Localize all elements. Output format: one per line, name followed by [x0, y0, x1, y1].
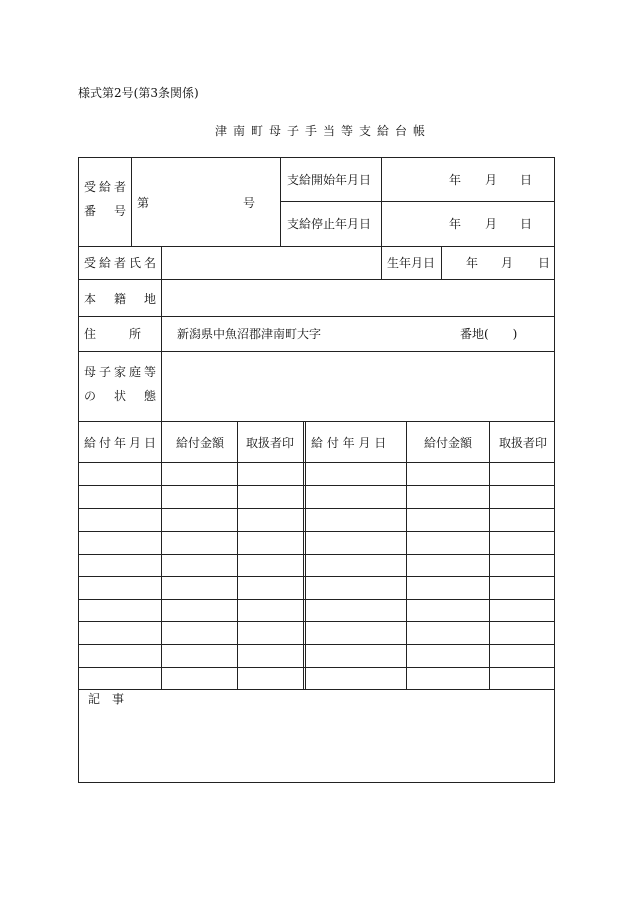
payment-stop-year: 年: [449, 217, 462, 231]
payment-stop-label: 支給停止年月日: [287, 217, 372, 231]
row-divider: [78, 246, 555, 247]
row-divider: [78, 279, 555, 280]
table-row: [78, 508, 555, 509]
table-row: [78, 644, 555, 645]
table-row: [78, 531, 555, 532]
address-banchi: 番地( ): [460, 327, 518, 341]
row-divider: [280, 201, 555, 202]
notes-label: 記 事: [88, 692, 125, 706]
table-row: [78, 621, 555, 622]
payment-stop-month: 月: [485, 217, 498, 231]
col-divider: [406, 421, 407, 689]
table-row: [78, 576, 555, 577]
col-divider: [131, 157, 132, 246]
table-header-cell: 取扱者印: [246, 436, 295, 450]
table-row: [78, 554, 555, 555]
col-divider: [381, 246, 382, 279]
birth-date-day: 日: [538, 256, 551, 270]
family-status-label: の 状 態: [84, 389, 160, 403]
table-header-cell: 給付金額: [176, 436, 225, 450]
row-divider: [78, 351, 555, 352]
payment-start-month: 月: [485, 173, 498, 187]
col-divider: [161, 246, 162, 422]
address-value: 新潟県中魚沼郡津南町大字: [177, 327, 322, 341]
col-divider: [441, 246, 442, 279]
payment-start-label: 支給開始年月日: [287, 173, 372, 187]
table-header-cell: 給付金額: [424, 436, 473, 450]
payment-start-day: 日: [520, 173, 533, 187]
birth-date-year: 年: [466, 256, 479, 270]
recipient-number-go: 号: [243, 196, 256, 210]
col-divider: [305, 421, 306, 689]
form-number: 様式第2号(第3条関係): [78, 86, 199, 100]
col-divider: [381, 157, 382, 246]
table-header-cell: 取扱者印: [499, 436, 548, 450]
payment-stop-day: 日: [520, 217, 533, 231]
table-row: [78, 485, 555, 486]
domicile-label: 本 籍 地: [84, 292, 160, 306]
table-row: [78, 667, 555, 668]
col-divider: [303, 421, 304, 689]
row-divider: [78, 689, 555, 690]
page-title: 津南町母子手当等支給台帳: [215, 124, 432, 138]
family-status-label: 母子家庭等: [84, 365, 160, 379]
table-header-cell: 給付年月日: [84, 436, 160, 450]
recipient-number-dai: 第: [137, 196, 150, 210]
row-divider: [78, 462, 555, 463]
birth-date-label: 生年月日: [387, 256, 436, 270]
col-divider: [237, 421, 238, 689]
col-divider: [280, 157, 281, 246]
table-header-cell: 給 付 年 月 日: [311, 436, 387, 450]
payment-start-year: 年: [449, 173, 462, 187]
birth-date-month: 月: [501, 256, 514, 270]
col-divider: [489, 421, 490, 689]
row-divider: [78, 316, 555, 317]
table-row: [78, 599, 555, 600]
address-label: 住 所: [84, 327, 145, 341]
row-divider: [78, 421, 555, 422]
col-divider: [161, 421, 162, 689]
recipient-number-label: 受給者: [84, 180, 130, 194]
recipient-name-label: 受給者氏名: [84, 256, 160, 270]
recipient-number-label: 番 号: [84, 204, 130, 218]
